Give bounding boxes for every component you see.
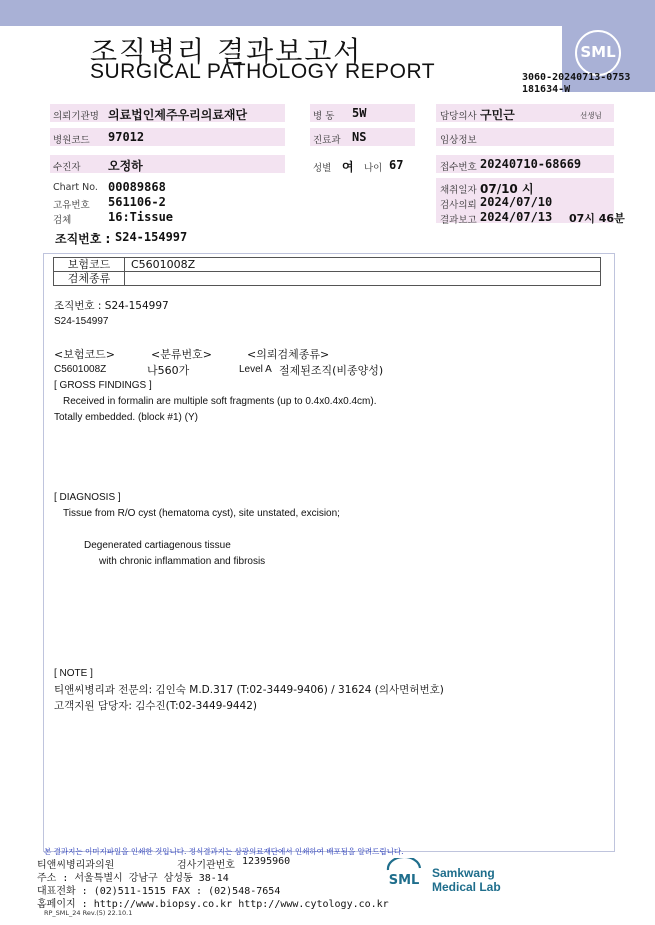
diagnosis-line2: Degenerated cartiagenous tissue	[84, 540, 231, 551]
age-label: 나이	[364, 163, 383, 174]
gross-findings-line2: Totally embedded. (block #1) (Y)	[54, 412, 198, 423]
sml-footer-logo-icon	[384, 858, 424, 888]
insurance-code: C5601008Z	[54, 364, 107, 375]
age-value: 67	[389, 158, 404, 172]
level-description: 절제된조직(비종양성)	[279, 364, 384, 377]
patient-value: 오정하	[108, 159, 143, 173]
brand-line1: Samkwang	[432, 866, 495, 880]
tissue-number-value: S24-154997	[115, 230, 188, 244]
doctor-suffix: 선생님	[580, 111, 602, 120]
insurance-row	[54, 258, 601, 272]
tissue-number-label: 조직번호 :	[55, 232, 111, 246]
brand-line2: Medical Lab	[432, 880, 501, 894]
request-date-label: 검사의뢰	[440, 200, 477, 211]
phone-fax: 대표전화 : (02)511-1515 FAX : (02)548-7654	[37, 886, 281, 897]
body-tissue-number-2: S24-154997	[54, 316, 109, 327]
unique-no-label: 고유번호	[53, 200, 90, 211]
doctor-label: 담당의사	[440, 111, 477, 122]
note-line2: 고객지원 담당자: 김수진(T:02-3449-9442)	[54, 700, 258, 712]
report-date-value: 2024/07/13	[480, 210, 553, 224]
insurance-table	[53, 257, 601, 286]
websites: 홈페이지 : http://www.biopsy.co.kr http://www.cytology.co.kr	[37, 899, 389, 910]
dept-value: NS	[352, 130, 367, 144]
clinical-info-label: 임상정보	[440, 135, 477, 146]
specimen-type-label: 검체종류	[54, 272, 125, 286]
body-tissue-number: 조직번호 : S24-154997	[54, 300, 169, 312]
doctor-value: 구민근	[480, 108, 515, 122]
chart-no-label: Chart No.	[53, 182, 98, 193]
hospital-code-label: 병원코드	[53, 135, 90, 146]
insurance-code-value: C5601008Z	[125, 258, 601, 272]
ward-value: 5W	[352, 106, 367, 120]
collect-date-label: 채취일자	[440, 185, 477, 196]
report-date-label: 결과보고	[440, 215, 477, 226]
unique-no-value: 561106-2	[108, 195, 166, 209]
field-bg-patient	[50, 155, 285, 173]
lab-number: 12395960	[242, 856, 291, 867]
note-title: [ NOTE ]	[54, 668, 93, 679]
form-code: RP_SML_24 Rev.(5) 22.10.1	[44, 909, 133, 917]
receipt-label: 접수번호	[440, 162, 477, 173]
column-header-specimen: <의뢰검체종류>	[247, 348, 330, 361]
gross-findings-title: [ GROSS FINDINGS ]	[54, 380, 152, 391]
diagnosis-line1: Tissue from R/O cyst (hematoma cyst), site unstated, excision;	[63, 508, 340, 519]
chart-no-value: 00089868	[108, 180, 166, 194]
report-title-korean: 조직병리 결과보고서	[90, 35, 363, 68]
document-number-line2: 181634-W	[522, 84, 571, 95]
document-number-line1: 3060-20240713-0753	[522, 72, 631, 83]
specimen-value: 16:Tissue	[108, 210, 174, 224]
specimen-type-row	[54, 272, 601, 286]
header-band	[0, 0, 655, 26]
hospital-code-value: 97012	[108, 130, 145, 144]
insurance-code-label: 보험코드	[54, 258, 125, 272]
specimen-type-value	[125, 272, 601, 286]
receipt-value: 20240710-68669	[480, 157, 582, 171]
report-time-value: 07시 46분	[569, 212, 625, 225]
ward-label: 병 동	[313, 111, 335, 122]
dept-label: 진료과	[313, 135, 341, 146]
column-header-insurance: <보험코드>	[54, 348, 115, 361]
specimen-label: 검체	[53, 215, 72, 226]
patient-label: 수진자	[53, 162, 81, 173]
collect-date-value: 07/10 시	[480, 182, 534, 196]
institution-label: 의뢰기관명	[53, 111, 99, 122]
address: 주소 : 서울특별시 강남구 삼성동 38-14	[37, 873, 229, 884]
sex-value: 여	[342, 160, 354, 174]
sex-label: 성별	[313, 163, 332, 174]
column-header-class: <분류번호>	[151, 348, 212, 361]
clinic-name: 티앤씨병리과의원	[37, 860, 115, 871]
diagnosis-line3: with chronic inflammation and fibrosis	[99, 556, 266, 567]
sml-footer-logo-text: SML	[388, 873, 420, 888]
document-number	[522, 72, 630, 96]
sml-logo: SML	[575, 30, 621, 76]
classification-number: 나560가	[147, 364, 190, 377]
print-notice: 본 결과지는 이미지파일을 인쇄한 것입니다. 정식결과지는 삼광의료재단에서 인쇄하여 배포됨을 알려드립니다.	[44, 847, 404, 856]
request-date-value: 2024/07/10	[480, 195, 553, 209]
level-prefix: Level A	[239, 364, 272, 375]
note-line1: 티앤씨병리과 전문의: 김인숙 M.D.317 (T:02-3449-9406) / 31624 (의사면허번호)	[54, 684, 444, 696]
institution-value: 의료법인제주우리의료재단	[108, 108, 248, 122]
report-title-english: SURGICAL PATHOLOGY REPORT	[90, 60, 436, 83]
diagnosis-title: [ DIAGNOSIS ]	[54, 492, 121, 503]
lab-number-label: 검사기관번호	[177, 860, 235, 871]
gross-findings-line1: Received in formalin are multiple soft fragments (up to 0.4x0.4x0.4cm).	[63, 396, 377, 407]
